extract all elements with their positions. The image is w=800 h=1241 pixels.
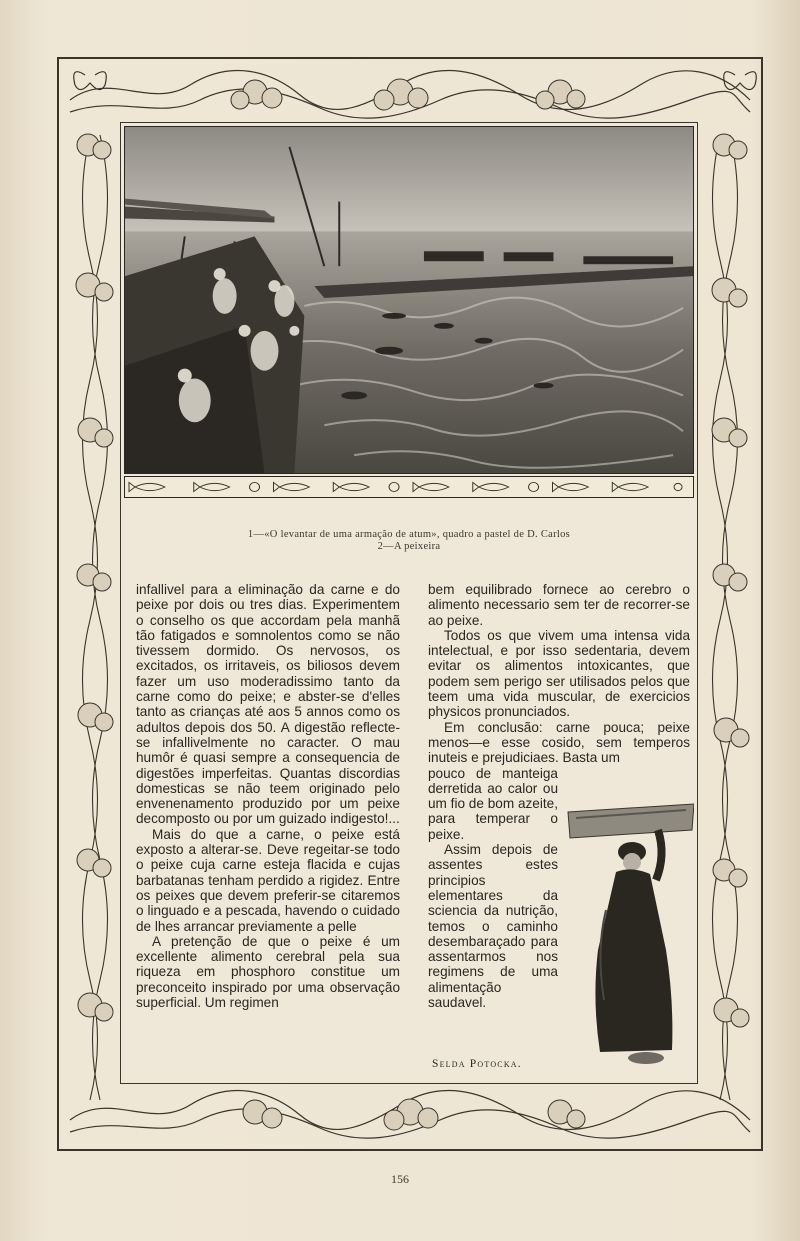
caption-line-1: 1—«O levantar de uma armação de atum», quadro a pastel de D. Carlos [247, 529, 571, 540]
paragraph: Todos os que vivem uma intensa vida intelectual, e por isso sedentaria, devem evitar os alimentos intoxicantes, que podem sem perigo ser utilisados pelos que teem uma vida muscular, de exercicios physicos pronunciados. [428, 627, 690, 720]
paragraph: Assim depois de assentes estes principios elementares da sciencia da nutrição, temos o caminho desembaraçado para assentarmos nos regimens de uma alimentação saudavel. [428, 842, 558, 1011]
paragraph: Em conclusão: carne pouca; peixe menos—e esse cosido, sem temperos inuteis e prejudiciaes. Basta um [428, 719, 690, 766]
painting-illustration [124, 126, 694, 474]
paragraph: A pretenção de que o peixe é um excellente alimento cerebral pela sua riqueza em phosphoro constitue um preconceito inspirado por uma observação superficial. Um regimen [136, 933, 400, 1011]
narrow-text-block [428, 766, 558, 1011]
paragraph: Mais do que a carne, o peixe está exposto a alterar-se. Deve regeitar-se todo o peixe cuja carne esteja flacida e cujas barbatanas tenham perdido a rigidez. Entre os peixes que devem preferir-se citaremos o linguado e a pescada, havendo o cuidado de lhes arrancar previamente a pelle [136, 826, 400, 934]
author-signature: Selda Potocka. [432, 1058, 522, 1070]
caption-line-2: 2—A peixeira [377, 541, 441, 552]
paragraph: pouco de manteiga derretida ao calor ou um fio de bom azeite, para temperar o peixe. [428, 765, 558, 842]
page-number: 156 [391, 1172, 409, 1186]
fish-frieze [124, 476, 694, 498]
figure-caption [130, 529, 688, 553]
article-left-column [136, 582, 400, 1010]
fishwife-photo [566, 800, 694, 1080]
paragraph: bem equilibrado fornece ao cerebro o alimento necessario sem ter de recorrer-se ao peixe. [428, 582, 690, 628]
paragraph: infallivel para a eliminação da carne e do peixe por dois ou tres dias. Experimentem o conselho os que accordam pela manhã tão fatigados e somnolentos como se não tivessem dormido. Os nervosos, os excitados, os irritaveis, os biliosos devem fazer um uso moderadissimo tanto da carne como do peixe; e abster-se d'elles tanto as crianças até aos 5 annos como os adultos depois dos 50. A digestão reflecte-se infallivelmente no caracter. O mau humôr é quasi sempre a consequencia de digestões imperfeitas. Quantas discordias domesticas se não teem originado pelo envenenamento produzido por um peixe decomposto ou por um guizado indigesto!... [136, 582, 400, 827]
